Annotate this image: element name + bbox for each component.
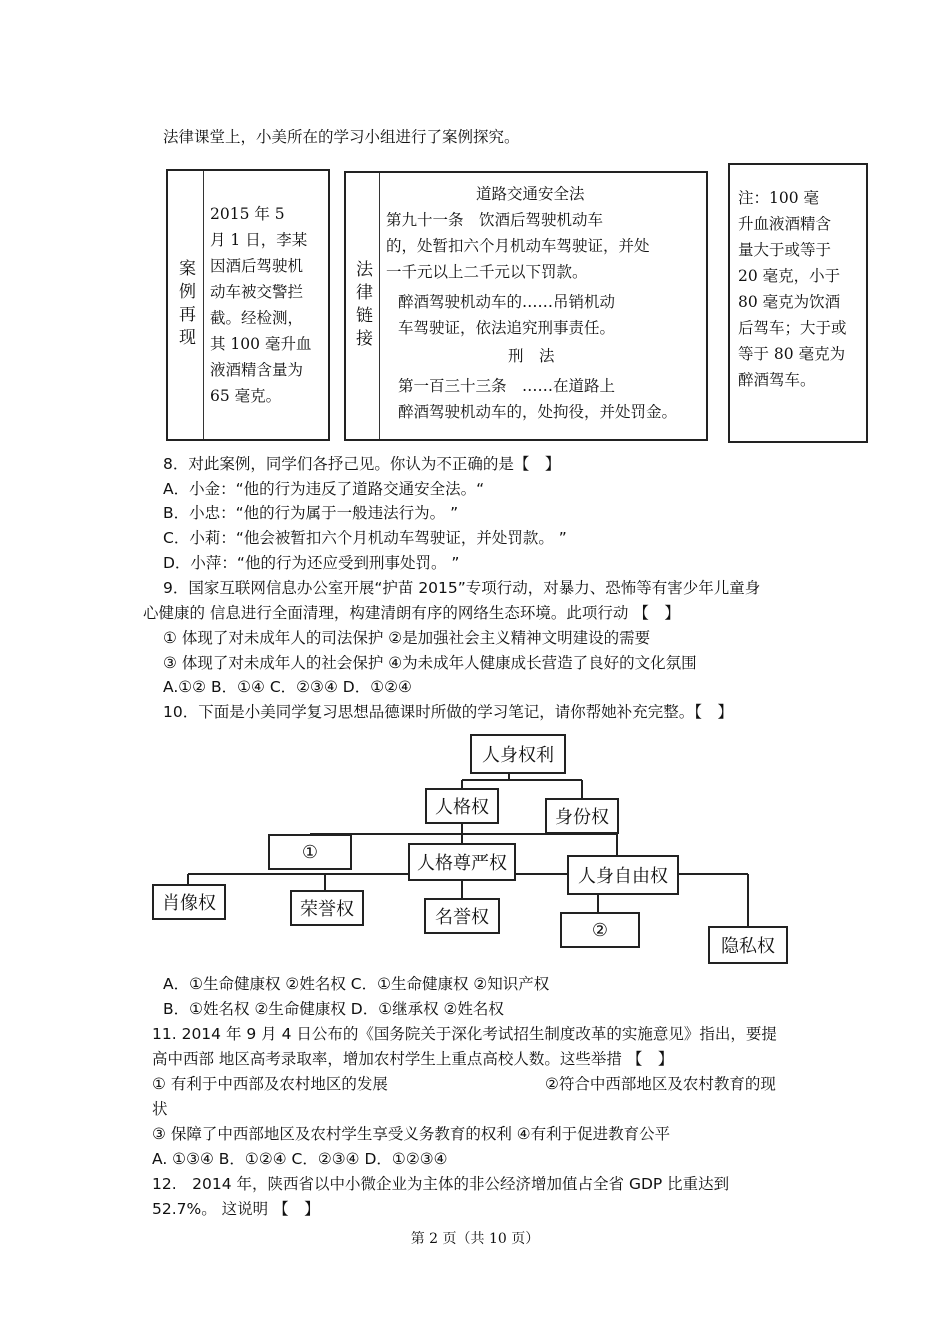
page-footer: 第 2 页（共 10 页） [410,1231,540,1247]
law-article-133: 第一百三十三条 ……在道路上 醉酒驾驶机动车的，处拘役，并处罚金。 [398,377,678,421]
note-box-body: 注：100 毫 升血液酒精含 量大于或等于 20 毫克，小于 80 毫克为饮酒 后驾车；大于或 等于 80 毫克为 醉酒驾车。 [738,189,847,389]
q8-option-c: C．小莉：“他会被暂扣六个月机动车驾驶证，并处罚款。 ” [163,529,567,547]
q11-stem-line2: 高中西部 地区高考录取率，增加农村学生上重点高校人数。这些举措 【 】 [152,1050,674,1068]
q9-stem-line1: 9．国家互联网信息办公室开展“护苗 2015”专项行动，对暴力、恐怖等有害少年儿童身 [163,579,761,597]
q11-statements-3-4: ③ 保障了中西部地区及农村学生享受义务教育的权利 ④有利于促进教育公平 [152,1125,671,1143]
q9-stem-line2: 心健康的 信息进行全面清理，构建清朗有序的网络生态环境。此项行动 【 】 [143,604,680,622]
law-title-traffic: 道路交通安全法 [476,185,585,203]
q8-option-a: A．小金：“他的行为违反了道路交通安全法。“ [163,480,485,498]
q9-statements-1: ① 体现了对未成年人的司法保护 ②是加强社会主义精神文明建设的需要 [163,629,651,647]
tree-node-identity-rights: 身份权 [545,798,619,834]
q10-stem: 10．下面是小美同学复习思想品德课时所做的学习笔记，请你帮她补充完整。【 】 [163,703,733,721]
law-drunk-driving: 醉酒驾驶机动车的……吊销机动 车驾驶证，依法追究刑事责任。 [398,293,616,337]
q8-stem: 8．对此案例，同学们各抒己见。你认为不正确的是【 】 [163,455,561,473]
case-box-label: 案例再现 [175,259,195,351]
q11-statement-2: ②符合中西部地区及农村教育的现 [545,1075,776,1093]
q12-stem-line1: 12. 2014 年，陕西省以中小微企业为主体的非公经济增加值占全省 GDP 比重达到 [152,1175,730,1193]
tree-node-portrait-rights: 肖像权 [152,884,226,920]
tree-node-blank-2: ② [560,912,640,948]
q9-statements-2: ③ 体现了对未成年人的社会保护 ④为未成年人健康成长营造了良好的文化氛围 [163,654,697,672]
tree-node-reputation-rights: 名誉权 [424,898,500,934]
tree-node-blank-1: ① [268,834,352,870]
law-box-label: 法律链接 [352,260,372,352]
q11-stem-line1: 11. 2014 年 9 月 4 日公布的《国务院关于深化考试招生制度改革的实施意见》指出，要提 [152,1025,777,1043]
q8-option-d: D．小萍：“他的行为还应受到刑事处罚。 ” [163,554,460,572]
q9-choices: A.①② B．①④ C．②③④ D．①②④ [163,678,412,696]
q11-statement-1: ① 有利于中西部及农村地区的发展 [152,1075,388,1093]
tree-node-privacy-rights: 隐私权 [708,926,788,964]
q10-choices-row2: B．①姓名权 ②生命健康权 D．①继承权 ②姓名权 [163,1000,504,1018]
q8-option-b: B．小忠：“他的行为属于一般违法行为。 ” [163,504,459,522]
q10-choices-row1: A．①生命健康权 ②姓名权 C．①生命健康权 ②知识产权 [163,975,550,993]
tree-node-freedom-rights: 人身自由权 [567,855,679,895]
tree-node-root: 人身权利 [470,734,566,774]
case-box-body: 2015 年 5 月 1 日，李某 因酒后驾驶机 动车被交警拦 截。经检测， 其 100 毫升血 液酒精含量为 65 毫克。 [210,205,312,405]
tree-node-honor-rights: 荣誉权 [290,890,364,926]
tree-node-dignity-rights: 人格尊严权 [408,843,516,881]
law-article-91: 第九十一条 饮酒后驾驶机动车 的，处暂扣六个月机动车驾驶证，并处 一千元以上二千元以下罚款。 [386,211,650,281]
tree-node-personality-rights: 人格权 [425,788,499,824]
intro-text: 法律课堂上，小美所在的学习小组进行了案例探究。 [163,128,520,146]
law-title-criminal: 刑 法 [508,347,555,365]
q11-statement-2-cont: 状 [152,1100,168,1118]
q11-choices: A. ①③④ B．①②④ C．②③④ D．①②③④ [152,1150,448,1168]
q12-stem-line2: 52.7%。 这说明 【 】 [152,1200,320,1218]
